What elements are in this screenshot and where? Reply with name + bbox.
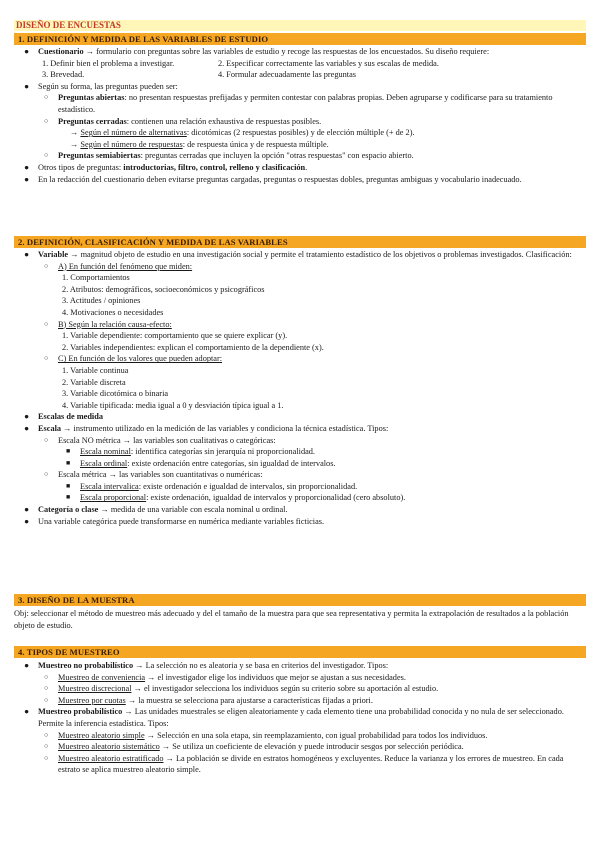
term: Escala ordinal	[80, 458, 128, 468]
list-item	[14, 516, 586, 528]
circle-bullet-icon: ○	[44, 319, 49, 328]
list-item: 2. Variable discreta	[62, 377, 126, 387]
circle-bullet-icon: ○	[44, 684, 49, 693]
list-item	[14, 660, 586, 672]
list-item	[14, 730, 586, 742]
circle-bullet-icon: ○	[44, 730, 49, 739]
definition: → La población se divide en estratos homogéneos y excluyentes. Reduce la varianza y los errores de muestreo. En cada estrato se aplica muestreo aleatorio simple.	[58, 753, 564, 775]
list-item: 1. Variable continua	[62, 365, 129, 375]
list-item	[14, 706, 586, 729]
definition: → medida de una variable con escala nominal u ordinal.	[98, 505, 288, 515]
list-item	[14, 435, 586, 447]
circle-bullet-icon: ○	[44, 470, 49, 479]
list-item	[14, 423, 586, 435]
list-item	[14, 127, 586, 139]
definition: → formulario con preguntas sobre las variables de estudio y recoge las respuestas de los encuestados. Su diseño requiere:	[83, 47, 490, 56]
term: Muestreo aleatorio simple	[58, 730, 145, 740]
circle-bullet-icon: ○	[44, 93, 49, 102]
bullet-icon: ●	[24, 412, 30, 422]
definition: → Selección en una sola etapa, sin reemplazamiento, con igual probabilidad para todos los individuos.	[144, 730, 488, 740]
list-item	[14, 319, 586, 331]
list-item	[14, 446, 586, 458]
definition: : dicotómicas (2 respuestas posibles) y de elección múltiple (+ de 2).	[186, 128, 415, 138]
circle-bullet-icon: ○	[44, 753, 49, 762]
requirement: 1. Definir bien el problema a investigar.	[42, 58, 175, 68]
bullet-icon: ●	[24, 47, 30, 56]
list-item	[14, 741, 586, 753]
definition: : existe ordenación entre categorías, sin igualdad de intervalos.	[127, 458, 336, 468]
section-4-body	[14, 660, 586, 776]
term: Muestreo no probabilístico	[38, 661, 134, 670]
term: Preguntas semiabiertas	[58, 151, 141, 161]
text: Una variable categórica puede transformarse en numérica mediante variables ficticias.	[38, 516, 325, 526]
text: Escala NO métrica → las variables son cualitativas o categóricas:	[58, 435, 276, 445]
text: Escala métrica → las variables son cuantitativas o numéricas:	[58, 470, 263, 480]
square-bullet-icon: ■	[66, 481, 71, 490]
term: Escalas de medida	[38, 412, 103, 422]
definition: → el investigador selecciona los individuos según su criterio sobre su aportación al estudio.	[131, 684, 439, 694]
requirements-row	[14, 69, 586, 81]
list-item	[14, 695, 586, 707]
list-item	[14, 492, 586, 504]
term: Muestreo de conveniencia	[58, 672, 146, 682]
list-item: 2. Variables independientes: explican el comportamiento de la dependiente (x).	[62, 342, 324, 352]
definition: : contienen una relación exhaustiva de respuestas posibles.	[126, 116, 322, 126]
text: En la redacción del cuestionario deben evitarse preguntas cargadas, preguntas o respuestas dobles, preguntas ambiguas y vocabulario inadecuado.	[38, 174, 522, 184]
list-item	[14, 353, 586, 365]
definition: : identifica categorías sin jerarquía ni proporcionalidad.	[130, 447, 315, 457]
square-bullet-icon: ■	[66, 458, 71, 467]
list-item: 3. Actitudes / opiniones	[62, 296, 141, 306]
objective-text: Obj: seleccionar el método de muestreo más adecuado y del el tamaño de la muestra para que sea representativa y permita la extrapolación de resultados a la población objeto de estudio.	[14, 609, 569, 630]
list-item	[14, 139, 586, 151]
bullet-icon: ●	[24, 81, 30, 91]
list-item	[14, 249, 586, 261]
term: Muestreo probabilístico	[38, 707, 123, 717]
subheading: A) En función del fenómeno que miden:	[58, 261, 193, 271]
list-item	[14, 92, 586, 115]
definition: → Se utiliza un coeficiente de elevación y puede introducir sesgos por selección periódica.	[159, 742, 464, 752]
list-item: 2. Atributos: demográficos, socioeconómicos y psicográficos	[62, 284, 265, 294]
section-2-heading: 2. DEFINICIÓN, CLASIFICACIÓN Y MEDIDA DE LAS VARIABLES	[14, 236, 586, 248]
circle-bullet-icon: ○	[44, 116, 49, 125]
term: Muestreo por cuotas	[58, 695, 126, 705]
list-item	[14, 672, 586, 684]
list-item	[14, 81, 586, 93]
list-item	[14, 150, 586, 162]
bullet-icon: ●	[24, 423, 30, 433]
definition: → La selección no es aleatoria y se basa en criterios del investigador. Tipos:	[133, 661, 389, 670]
bullet-icon: ●	[24, 174, 30, 184]
definition: → la muestra se selecciona para ajustarse a características fijadas a priori.	[125, 695, 373, 705]
list-item	[14, 174, 586, 186]
circle-bullet-icon: ○	[44, 354, 49, 363]
list-item: 4. Motivaciones o necesidades	[62, 307, 164, 317]
definition: → magnitud objeto de estudio en una investigación social y permite el tratamiento estadístico de los objetivos o problemas investigados. Clasificación:	[68, 250, 572, 259]
section-3-heading: 3. DISEÑO DE LA MUESTRA	[14, 594, 586, 606]
list-item: 3. Variable dicotómica o binaria	[62, 389, 169, 399]
term: Muestreo aleatorio sistemático	[58, 742, 160, 752]
bullet-icon: ●	[24, 661, 30, 670]
term: Muestreo discrecional	[58, 684, 132, 694]
term: Escala intervalica	[80, 481, 139, 491]
term: Escala	[38, 423, 62, 433]
term: Variable	[38, 250, 69, 259]
term: Preguntas cerradas	[58, 116, 127, 126]
section-2-body	[14, 249, 586, 527]
list-item	[14, 116, 586, 128]
subheading: C) En función de los valores que pueden adoptar:	[58, 354, 223, 364]
list-item: 1. Comportamientos	[62, 273, 130, 283]
requirement: 4. Formular adecuadamente las preguntas	[218, 70, 357, 80]
requirement: 3. Brevedad.	[42, 70, 85, 80]
bullet-icon: ●	[24, 250, 30, 259]
text: Según su forma, las preguntas pueden ser:	[38, 81, 178, 91]
list-item	[14, 469, 586, 481]
requirement: 2. Especificar correctamente las variables y sus escalas de medida.	[218, 58, 439, 68]
list-item	[14, 481, 586, 493]
circle-bullet-icon: ○	[44, 742, 49, 751]
term: Según el número de alternativas	[80, 128, 187, 138]
definition: : preguntas cerradas que incluyen la opción "otras respuestas" con espacio abierto.	[140, 151, 414, 161]
term: Escala nominal	[80, 447, 131, 457]
list-item	[14, 162, 586, 174]
requirements-row	[14, 58, 586, 70]
list-item: 4. Variable tipificada: media igual a 0 y desviación típica igual a 1.	[62, 400, 284, 410]
definition: → instrumento utilizado en la medición de las variables y condiciona la técnica estadística. Tipos:	[61, 423, 389, 433]
list-item	[14, 411, 586, 423]
term: Preguntas abiertas	[58, 93, 125, 103]
circle-bullet-icon: ○	[44, 672, 49, 681]
subheading: B) Según la relación causa-efecto:	[58, 319, 172, 329]
term: Según el número de respuestas	[80, 139, 183, 149]
circle-bullet-icon: ○	[44, 261, 49, 270]
bullet-icon: ●	[24, 162, 30, 172]
square-bullet-icon: ■	[66, 493, 71, 502]
circle-bullet-icon: ○	[44, 435, 49, 444]
document-title: DISEÑO DE ENCUESTAS	[14, 20, 586, 31]
circle-bullet-icon: ○	[44, 695, 49, 704]
list-item	[14, 261, 586, 273]
square-bullet-icon: ■	[66, 447, 71, 456]
list-item	[14, 683, 586, 695]
bullet-icon: ●	[24, 505, 30, 515]
section-4-heading: 4. TIPOS DE MUESTREO	[14, 646, 586, 658]
term: Escala proporcional	[80, 493, 147, 503]
term: Categoría o clase	[38, 505, 99, 515]
bullet-icon: ●	[24, 707, 30, 717]
list-item	[14, 504, 586, 516]
definition: : existe ordenación e igualdad de intervalos, sin proporcionalidad.	[138, 481, 358, 491]
definition: → Las unidades muestrales se eligen aleatoriamente y cada elemento tiene una probabilidad conocida y no nula de ser seleccionado. Permite la inferencia estadística. Tipos:	[38, 707, 564, 728]
term: Cuestionario	[38, 47, 84, 56]
list-item	[14, 46, 586, 58]
arrow-icon: →	[70, 128, 81, 138]
text: Otros tipos de preguntas:	[38, 162, 124, 172]
section-3-body	[14, 608, 586, 631]
definition: : no presentan respuestas prefijadas y permiten contestar con palabras propias. Deben agruparse y codificarse para su tratamiento estadístico.	[58, 93, 553, 114]
bullet-icon: ●	[24, 516, 30, 526]
section-1-heading: 1. DEFINICIÓN Y MEDIDA DE LAS VARIABLES DE ESTUDIO	[14, 33, 586, 45]
list-item	[14, 753, 586, 776]
text: .	[305, 162, 308, 172]
list-item	[14, 458, 586, 470]
arrow-icon: →	[70, 139, 81, 149]
circle-bullet-icon: ○	[44, 151, 49, 160]
list-item: 1. Variable dependiente: comportamiento que se quiere explicar (y).	[62, 331, 288, 341]
definition: → el investigador elige los individuos que mejor se ajustan a sus necesidades.	[145, 672, 406, 682]
term: Muestreo aleatorio estratificado	[58, 753, 164, 763]
section-1-body	[14, 46, 586, 185]
definition: : de respuesta única y de respuesta múltiple.	[182, 139, 329, 149]
term: introductorias, filtro, control, relleno y clasificación	[123, 162, 306, 172]
definition: : existe ordenación, igualdad de intervalos y proporcionalidad (cero absoluto).	[146, 493, 406, 503]
